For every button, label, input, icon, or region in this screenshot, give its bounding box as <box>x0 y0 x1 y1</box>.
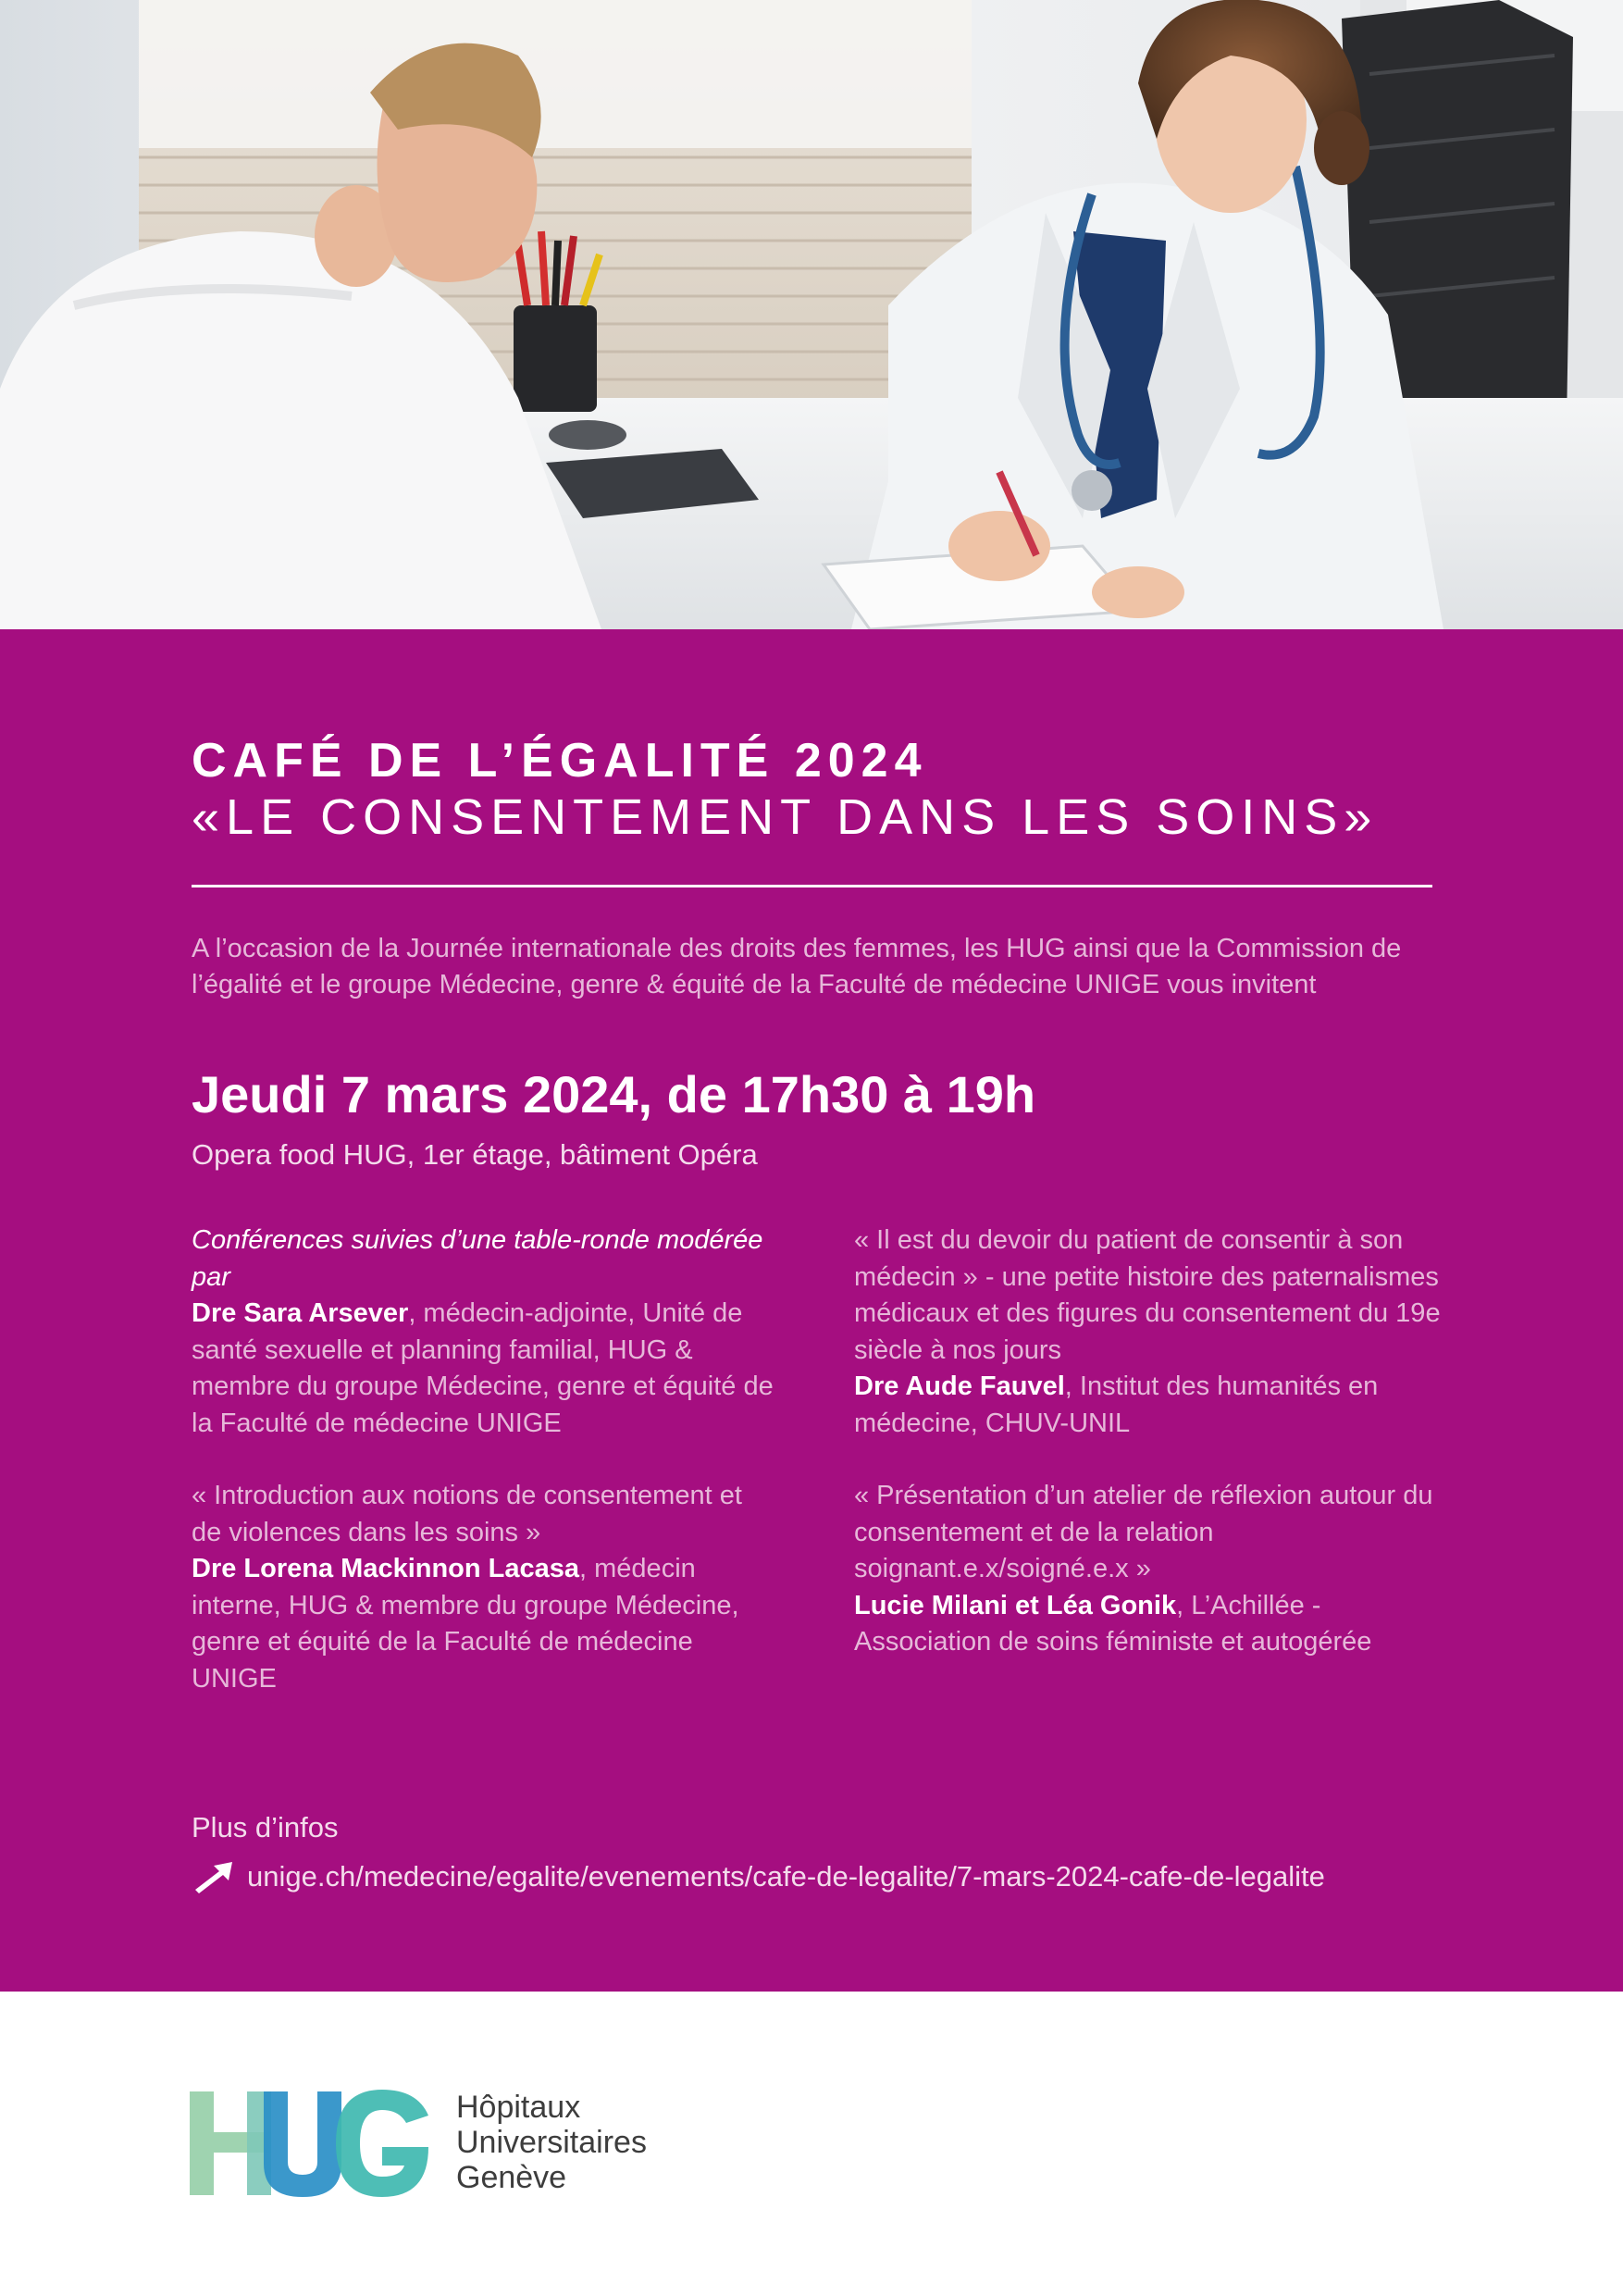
talk-title: « Introduction aux notions de consentement et de violences dans les soins » <box>192 1481 742 1547</box>
talk-title: « Présentation d’un atelier de réflexion autour du consentement et de la relation soignant.e.x/soigné.e.x » <box>854 1481 1433 1583</box>
hug-logo-text <box>456 2090 647 2195</box>
more-info-link[interactable]: unige.ch/medecine/egalite/evenements/cafe-de-legalite/7-mars-2024-cafe-de-legalite <box>247 1860 1325 1893</box>
logo-line-geneve: Genève <box>456 2160 567 2195</box>
speaker-affiliation: , L’Achillée - Association de soins féministe et autogérée <box>854 1590 1372 1657</box>
photo-illustration <box>0 0 1623 629</box>
speaker-name: Dre Sara Arsever <box>192 1298 409 1328</box>
arrow-up-right-icon <box>192 1858 234 1895</box>
event-title: CAFÉ DE L’ÉGALITÉ 2024 <box>192 734 928 788</box>
intro-text: A l’occasion de la Journée internationale des droits des femmes, les HUG ainsi que la Commission de l’égalité et le groupe Médecine, genre & équité de la Faculté de médecine UNIGE vous invitent <box>192 934 1402 999</box>
program-moderator-block <box>192 1222 774 1442</box>
event-panel <box>0 629 1623 1992</box>
speaker-affiliation: , Institut des humanités en médecine, CHUV-UNIL <box>854 1371 1379 1438</box>
speaker-name: Dre Lorena Mackinnon Lacasa <box>192 1554 580 1583</box>
speaker-affiliation: , médecin interne, HUG & membre du groupe Médecine, genre et équité de la Faculté de médecine UNIGE <box>192 1554 739 1694</box>
program-talk-block <box>192 1478 774 1697</box>
more-info-link-row[interactable] <box>192 1858 1325 1895</box>
event-date: Jeudi 7 mars 2024, de 17h30 à 19h <box>192 1065 1036 1123</box>
logo-line-hopitaux: Hôpitaux <box>456 2090 581 2125</box>
program-lead: Conférences suivies d’une table-ronde modérée par <box>192 1225 763 1292</box>
speaker-affiliation: , médecin-adjointe, Unité de santé sexuelle et planning familial, HUG & membre du groupe Médecine, genre et équité de la Faculté de médecine UNIGE <box>192 1298 774 1438</box>
hug-logo <box>190 2088 708 2199</box>
event-location: Opera food HUG, 1er étage, bâtiment Opéra <box>192 1138 758 1171</box>
doctor-consultation-photo <box>0 0 1623 629</box>
event-subtitle: «LE CONSENTEMENT DANS LES SOINS» <box>192 789 1379 845</box>
program-talk-block <box>854 1222 1446 1442</box>
title-divider <box>192 885 1432 887</box>
speaker-name: Dre Aude Fauvel <box>854 1371 1065 1401</box>
talk-title: « Il est du devoir du patient de consentir à son médecin » - une petite histoire des paternalismes médicaux et des figures du consentement du 19e siècle à nos jours <box>854 1225 1441 1365</box>
speaker-name: Lucie Milani et Léa Gonik <box>854 1590 1177 1620</box>
more-info-label: Plus d’infos <box>192 1811 339 1843</box>
hug-logo-mark <box>190 2088 430 2199</box>
logo-line-universitaires: Universitaires <box>456 2125 647 2160</box>
program-talk-block <box>854 1478 1446 1661</box>
